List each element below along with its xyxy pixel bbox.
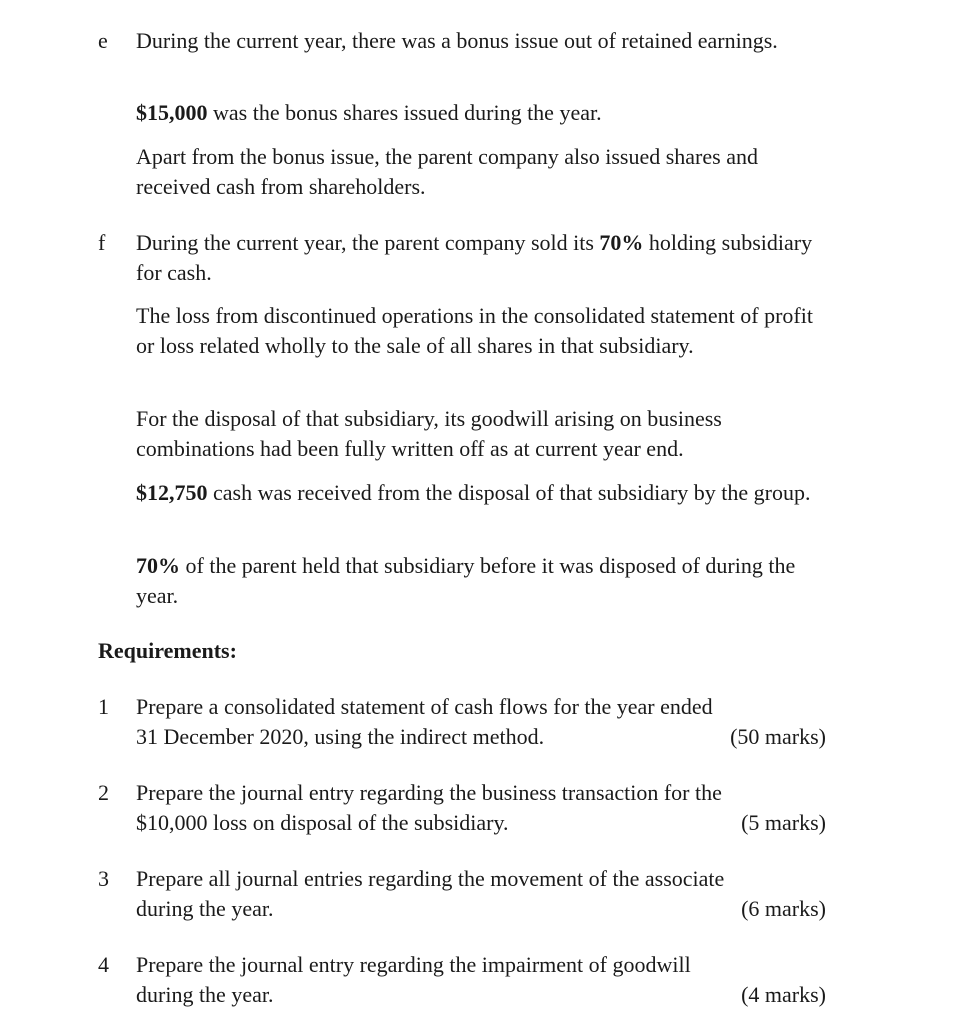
requirements-heading: Requirements: [98, 638, 237, 663]
requirement-text: Prepare all journal entries regarding the movement of the associate during the year. (6 marks) [136, 864, 836, 924]
requirement-number: 1 [98, 694, 109, 719]
requirement-number: 4 [98, 952, 109, 977]
paragraph: $12,750 cash was received from the disposal of that subsidiary by the group. [136, 480, 811, 505]
percentage: 70% [136, 553, 180, 578]
requirement-number: 3 [98, 866, 109, 891]
requirement-number: 2 [98, 780, 109, 805]
requirement-text: Prepare a consolidated statement of cash flows for the year ended 31 December 2020, using the indirect method. (50 marks) [136, 692, 836, 752]
paragraph: $15,000 was the bonus shares issued during the year. [136, 100, 602, 125]
paragraph: For the disposal of that subsidiary, its goodwill arising on business combinations had been fully written off as at current year end. [136, 406, 722, 461]
percentage: 70% [599, 230, 644, 255]
paragraph: During the current year, the parent company sold its 70% holding subsidiary for cash. [136, 230, 813, 285]
paragraph: 70% of the parent held that subsidiary before it was disposed of during the year. [136, 553, 796, 608]
paragraph: The loss from discontinued operations in the consolidated statement of profit or loss related wholly to the sale of all shares in that subsidiary. [136, 303, 813, 358]
marks-label: (50 marks) [730, 724, 826, 749]
requirement-text: Prepare the journal entry regarding the impairment of goodwill during the year. (4 marks) [136, 950, 836, 1010]
requirement-text: Prepare the journal entry regarding the business transaction for the $10,000 loss on disposal of the subsidiary. (5 marks) [136, 778, 836, 838]
item-marker: f [98, 230, 106, 255]
amount: $12,750 [136, 480, 208, 505]
marks-label: (6 marks) [741, 896, 826, 921]
marks-label: (5 marks) [741, 810, 826, 835]
paragraph: Apart from the bonus issue, the parent company also issued shares and received cash from shareholders. [136, 144, 758, 199]
item-marker: e [98, 28, 108, 53]
amount: $15,000 [136, 100, 208, 125]
paragraph: During the current year, there was a bonus issue out of retained earnings. [136, 28, 778, 53]
marks-label: (4 marks) [741, 982, 826, 1007]
